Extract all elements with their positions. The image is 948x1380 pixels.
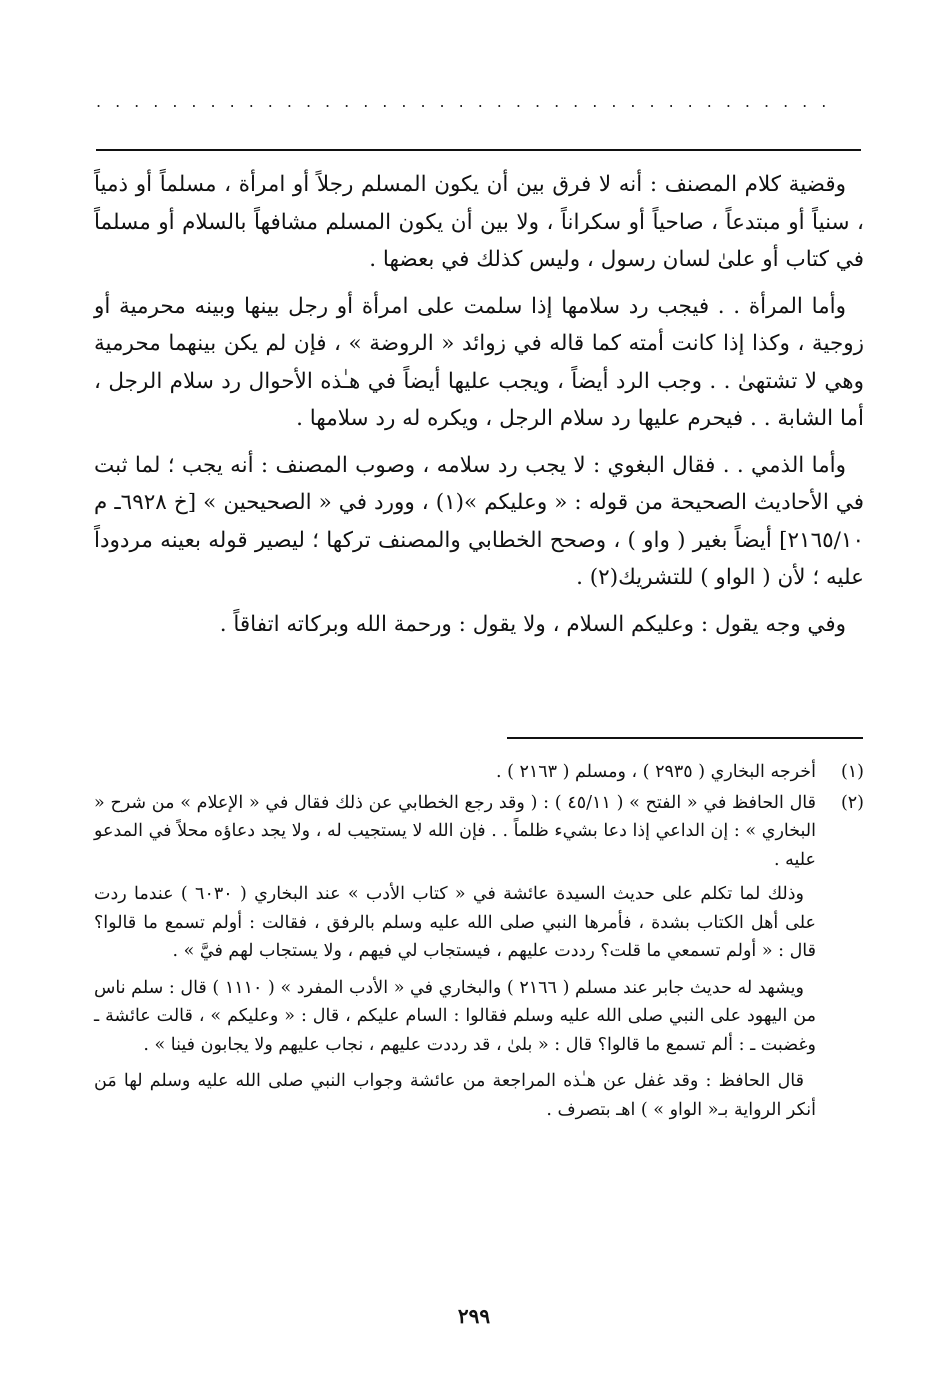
main-paragraph-4: وفي وجه يقول : وعليكم السلام ، ولا يقول : ورحمة الله وبركاته اتفاقاً . bbox=[219, 611, 846, 637]
header-dot-leader: ....................................... bbox=[96, 92, 841, 108]
main-paragraph-2: وأما المرأة . . فيجب رد سلامها إذا سلمت على امرأة أو رجل بينها وبينه محرمية أو زوجية ، وكذا إذا كانت أمته كما قاله في زوائد « الروضة » ، فإن لم يكن بينهما محرمية وهي لا تشتهىٰ . . وجب الرد أيضاً ، ويجب عليها أيضاً في هـٰذه الأحوال رد سلام الرجل ، أما الشابة . . فيحرم عليها رد سلام الرجل ، ويكره له رد سلامها . bbox=[94, 293, 864, 431]
main-paragraph-1: وقضية كلام المصنف : أنه لا فرق بين أن يكون المسلم رجلاً أو امرأة ، مسلماً أو ذمياً ، سنياً أو مبتدعاً ، صاحياً أو سكراناً ، ولا بين أن يكون المسلم مشافهاً بالسلام أو مسلماً في كتاب أو علىٰ لسان رسول ، وليس كذلك في بعضها . bbox=[94, 172, 864, 272]
footnote-1-number: (١) bbox=[840, 762, 864, 782]
page-number: ٢٩٩ bbox=[457, 1304, 491, 1328]
header-rule bbox=[96, 149, 861, 151]
footnote-separator bbox=[507, 737, 863, 739]
footnote-2-paragraph-2: ويشهد له حديث جابر عند مسلم ( ٢١٦٦ ) والبخاري في « الأدب المفرد » ( ١١١٠ ) قال : سلم ناس من اليهود على النبي صلى الله عليه وسلم فقالوا : السام عليكم ، قال : « وعليكم » ، قالت عائشة ـ وغضبت ـ : ألم تسمع ما قالوا؟ قال : « بلىٰ ، قد رددت عليهم ، نجاب عليهم ولا يجابون فينا » . bbox=[94, 977, 816, 1055]
footnote-1-text: أخرجه البخاري ( ٢٩٣٥ ) ، ومسلم ( ٢١٦٣ ) . bbox=[495, 762, 816, 782]
footnote-2 bbox=[94, 789, 864, 875]
main-text bbox=[94, 166, 864, 652]
footnote-2-text: قال الحافظ في « الفتح » ( ٤٥/١١ ) : ( وقد رجع الخطابي عن ذلك فقال في « الإعلام » من شرح « البخاري » : إن الداعي إذا دعا بشيء ظلماً . . فإن الله لا يستجيب له ، ولا يجد دعاؤه محلاً في المدعو عليه . bbox=[94, 792, 816, 870]
main-paragraph-3: وأما الذمي . . فقال البغوي : لا يجب رد سلامه ، وصوب المصنف : أنه يجب ؛ لما ثبت في الأحاديث الصحيحة من قوله : « وعليكم »(١) ، وورد في « الصحيحين » [خ ٦٩٢٨ـ م ٢١٦٥/١٠] أيضاً بغير ( واو ) ، وصحح الخطابي والمصنف تركها ؛ ليصير قوله بعينه مردوداً عليه ؛ لأن ( الواو ) للتشريك(٢) . bbox=[94, 452, 865, 590]
footnote-2-paragraph-3: قال الحافظ : وقد غفل عن هـٰذه المراجعة من عائشة وجواب النبي صلى الله عليه وسلم لها مَن أنكر الرواية بـ« الواو » ) اهـ بتصرف . bbox=[94, 1071, 816, 1120]
footnote-2-paragraph-1: وذلك لما تكلم على حديث السيدة عائشة في « كتاب الأدب » عند البخاري ( ٦٠٣٠ ) عندما ردت على أهل الكتاب بشدة ، فأمرها النبي صلى الله عليه وسلم بالرفق ، فقالت : أولم تسمع ما قالوا؟ قال : « أولم تسمعي ما قلت؟ رددت عليهم ، فيستجاب لي فيهم ، ولا يستجاب لهم فيَّ » . bbox=[94, 884, 816, 961]
footnote-1 bbox=[94, 758, 864, 787]
footnotes bbox=[94, 758, 864, 1132]
footnote-2-number: (٢) bbox=[840, 792, 864, 813]
